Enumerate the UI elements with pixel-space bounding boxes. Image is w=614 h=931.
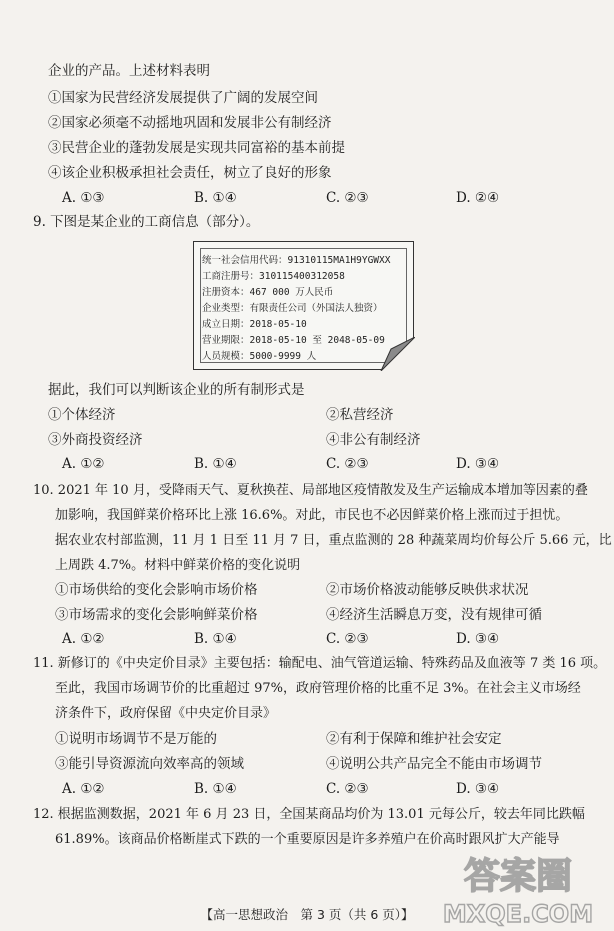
q11-option-a[interactable]: A. ①② — [62, 781, 105, 797]
svg-text:答案圈: 答案圈 — [463, 856, 573, 897]
card-line-staff: 人员规模：5000-9999 人 — [202, 351, 317, 362]
q9-items-row2 — [0, 431, 614, 451]
card-line-capital: 注册资本：467 000 万人民币 — [202, 287, 334, 298]
q10-item-3: ③市场需求的变化会影响鲜菜价格 — [55, 607, 258, 623]
q9-options — [0, 455, 614, 475]
q11-option-c[interactable]: C. ②③ — [326, 781, 369, 797]
q11-option-d[interactable]: D. ③④ — [456, 781, 500, 797]
q9-item-3: ③外商投资经济 — [48, 432, 143, 448]
q9-item-4: ④非公有制经济 — [326, 432, 421, 448]
q10-item-2: ②市场价格波动能够反映供求状况 — [326, 582, 529, 598]
card-line-type: 企业类型：有限责任公司（外国法人独资） — [202, 303, 383, 314]
q11-item-4: ④说明公共产品完全不能由市场调节 — [326, 756, 542, 772]
q9-item-2: ②私营经济 — [326, 407, 394, 423]
q8-item-2: ②国家必须毫不动摇地巩固和发展非公有制经济 — [48, 115, 332, 131]
q10-item-4: ④经济生活瞬息万变，没有规律可循 — [326, 607, 542, 623]
q10-items-row1 — [0, 581, 614, 601]
q12-stem-line-1: 12. 根据监测数据，2021 年 6 月 23 日，全国某商品均价为 13.01 元每公斤，较去年同比跌幅 — [33, 807, 585, 822]
q11-items-row1 — [0, 730, 614, 750]
q10-stem-line-1: 10. 2021 年 10 月，受降雨天气、夏秋换茬、局部地区疫情散发及生产运输成本增加等因素的叠 — [33, 483, 588, 498]
q9-option-b[interactable]: B. ①④ — [194, 456, 237, 472]
q8-option-b[interactable]: B. ①④ — [194, 190, 237, 206]
q8-item-3: ③民营企业的蓬勃发展是实现共同富裕的基本前提 — [48, 140, 345, 156]
q12-stem-line-2: 61.89%。该商品价格断崖式下跌的一个重要原因是许多养殖户在价高时跟风扩大产能导 — [55, 832, 560, 847]
q9-option-c[interactable]: C. ②③ — [326, 456, 369, 472]
q11-items-row2 — [0, 755, 614, 775]
q8-item-1: ①国家为民营经济发展提供了广阔的发展空间 — [48, 90, 318, 106]
svg-text:MXQE.COM: MXQE.COM — [442, 900, 594, 928]
q9-items-row1 — [0, 406, 614, 426]
q11-item-3: ③能引导资源流向效率高的领域 — [55, 756, 244, 772]
q9-option-d[interactable]: D. ③④ — [456, 456, 500, 472]
q11-options — [0, 780, 614, 800]
q9-option-a[interactable]: A. ①② — [62, 456, 105, 472]
q10-stem-line-2: 加影响，我国鲜菜价格环比上涨 16.6%。对此，市民也不必因鲜菜价格上涨而过于担忧。 — [55, 508, 569, 523]
card-line-reg-no: 工商注册号：310115400312058 — [202, 271, 345, 282]
q8-stem-tail: 企业的产品。上述材料表明 — [48, 63, 210, 79]
q8-option-d[interactable]: D. ②④ — [456, 190, 500, 206]
q10-stem-line-3: 据农业农村部监测，11 月 1 日至 11 月 7 日，重点监测的 28 种蔬菜周均价每公斤 5.66 元，比 — [55, 533, 612, 548]
q10-option-d[interactable]: D. ③④ — [456, 631, 500, 647]
q10-options — [0, 630, 614, 650]
q11-stem-line-2: 至此，我国市场调节价的比重超过 97%，政府管理价格的比重不足 3%。在社会主义市场经 — [55, 681, 581, 696]
page-footer: 【高一思想政治 第 3 页（共 6 页）】 — [200, 907, 414, 922]
q9-ask: 据此，我们可以判断该企业的所有制形式是 — [48, 382, 305, 398]
q10-stem-line-4: 上周跌 4.7%。材料中鲜菜价格的变化说明 — [55, 558, 301, 573]
q8-options — [0, 189, 614, 209]
q11-item-1: ①说明市场调节不是万能的 — [55, 731, 217, 747]
card-line-term: 营业期限：2018-05-10 至 2048-05-09 — [202, 335, 385, 346]
page-fold-icon — [371, 337, 415, 371]
q10-item-1: ①市场供给的变化会影响市场价格 — [55, 582, 258, 598]
q11-item-2: ②有利于保障和维护社会安定 — [326, 731, 502, 747]
q10-items-row2 — [0, 606, 614, 626]
q8-option-a[interactable]: A. ①③ — [62, 190, 105, 206]
q11-option-b[interactable]: B. ①④ — [194, 781, 237, 797]
q9-item-1: ①个体经济 — [48, 407, 116, 423]
q8-option-c[interactable]: C. ②③ — [326, 190, 369, 206]
q10-option-b[interactable]: B. ①④ — [194, 631, 237, 647]
q10-option-c[interactable]: C. ②③ — [326, 631, 369, 647]
q11-stem-line-1: 11. 新修订的《中央定价目录》主要包括：输配电、油气管道运输、特殊药品及血液等 7 类 16 项。 — [33, 656, 607, 671]
q10-option-a[interactable]: A. ①② — [62, 631, 105, 647]
business-info-card — [193, 241, 414, 370]
q8-item-4: ④该企业积极承担社会责任，树立了良好的形象 — [48, 165, 332, 181]
card-line-founded: 成立日期：2018-05-10 — [202, 319, 307, 330]
watermark-logo — [422, 846, 608, 928]
q9-stem: 9. 下图是某企业的工商信息（部分）。 — [33, 214, 260, 230]
card-line-credit-code: 统一社会信用代码：91310115MA1H9YGWXX — [202, 255, 391, 266]
q11-stem-line-3: 济条件下，政府保留《中央定价目录》 — [55, 706, 277, 721]
